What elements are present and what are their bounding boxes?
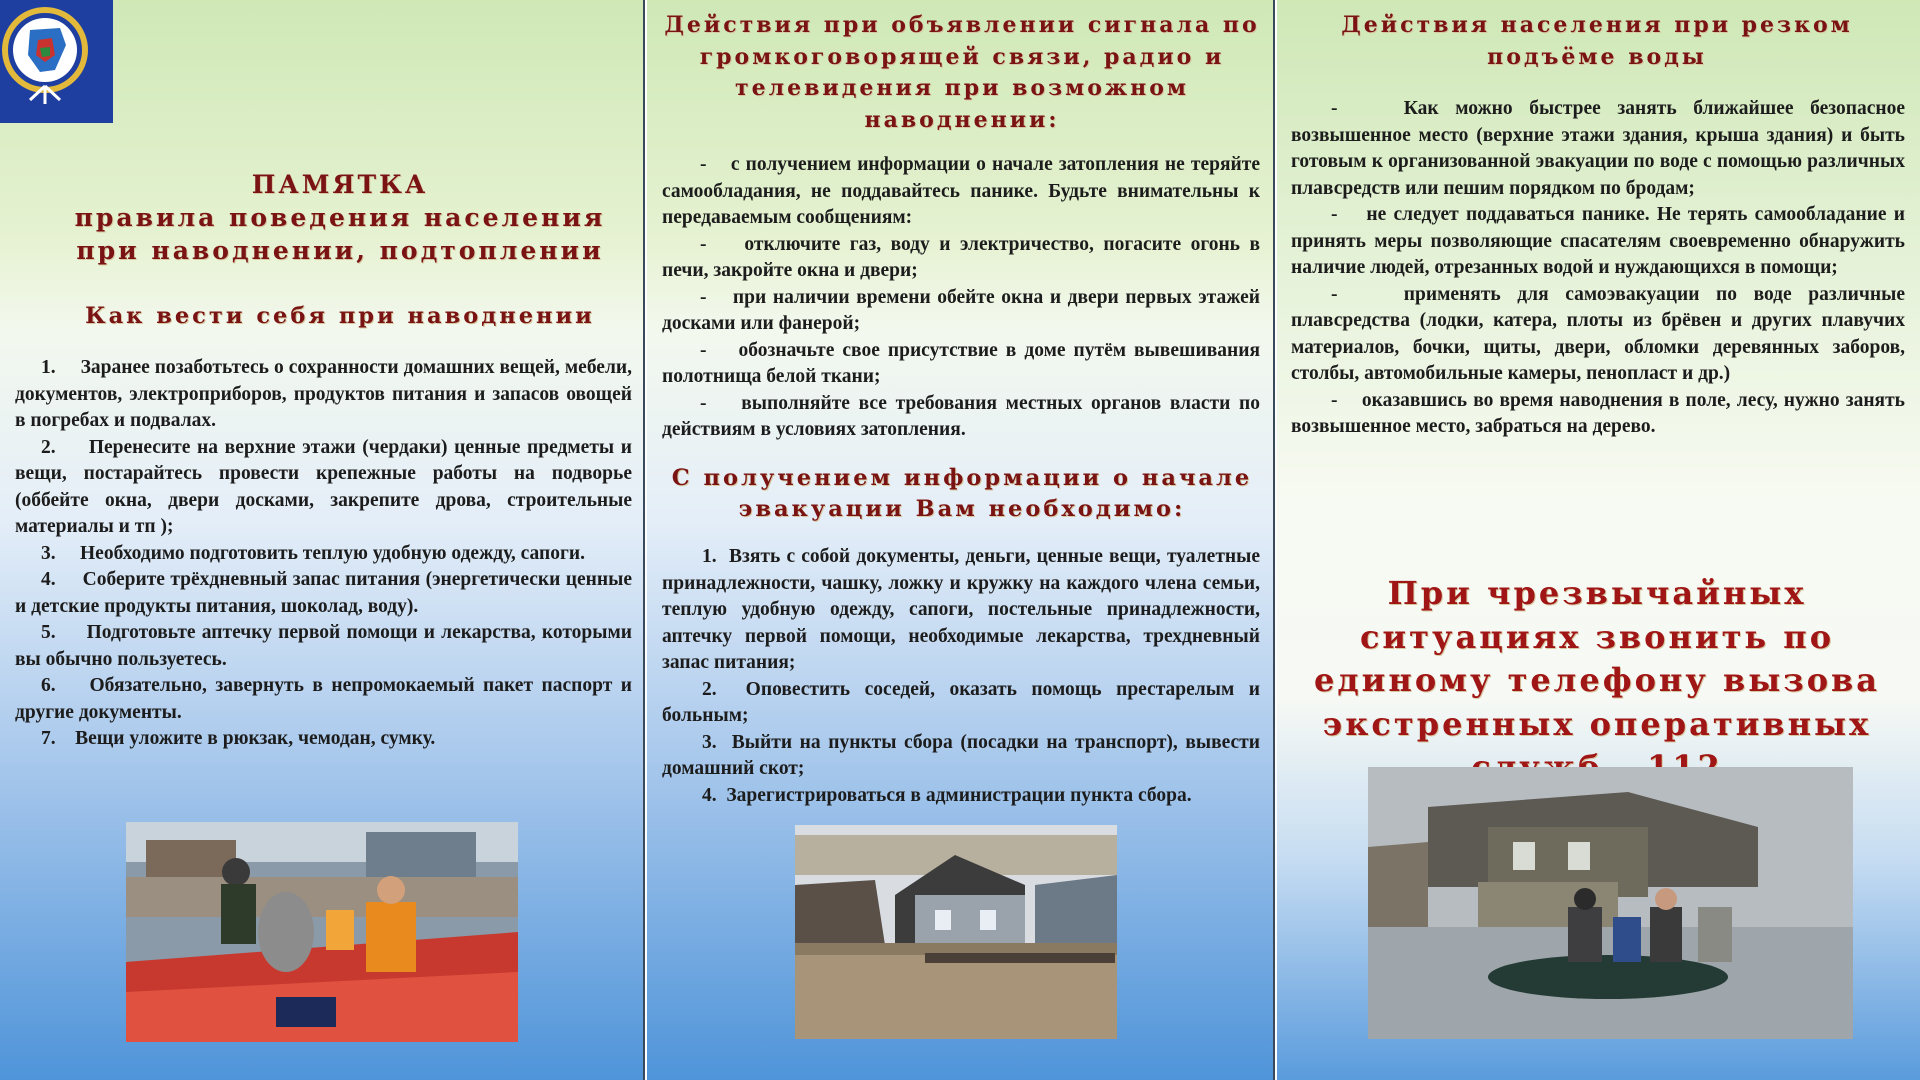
evacuation-list	[662, 544, 1260, 809]
memo-title	[40, 168, 640, 267]
list-item: 3. Необходимо подготовить теплую удобную одежду, сапоги.	[41, 542, 585, 564]
list-item: - не следует поддаваться панике. Не терять самообладание и принять меры позволяющие спасателям своевременно обнаружить наличие людей, отрезанных водой и нуждающихся в помощи;	[1291, 204, 1905, 278]
photo-flooded-houses	[795, 825, 1117, 1039]
signal-actions-list	[662, 152, 1260, 444]
list-item: 4. Соберите трёхдневный запас питания (энергетически ценные и детские продукты питания, шоколад, воду).	[15, 569, 632, 617]
list-item: - Как можно быстрее занять ближайшее безопасное возвышенное место (верхние этажи здания, крыша здания) и быть готовым к организованной эвакуации по воде с помощью различных плавсредств или пешим порядком по бродам;	[1291, 98, 1906, 199]
panel-right	[1277, 0, 1920, 1080]
list-item: 1. Заранее позаботьтесь о сохранности домашних вещей, мебели, документов, электроприборов, продуктов питания и запасов овощей в погребах и подвалах.	[15, 357, 633, 431]
section-title-signal: Действия при объявлении сигнала по громкоговорящей связи, радио и телевидения при возможном наводнении:	[664, 12, 1260, 133]
list-item: - выполняйте все требования местных органов власти по действиям в условиях затопления.	[662, 392, 1261, 440]
list-item: - применять для самоэвакуации по воде различные плавсредства (лодки, катера, плоты из брёвен и других плавучих материалов, бочки, щиты, двери, обломки деревянных заборов, столбы, автомобильные камеры, пенопласт и др.)	[1291, 283, 1905, 384]
list-item: 5. Подготовьте аптечку первой помощи и лекарства, которыми вы обычно пользуетесь.	[15, 622, 632, 670]
panel-middle	[647, 0, 1275, 1080]
list-item: - обозначьте свое присутствие в доме путём вывешивания полотнища белой ткани;	[662, 339, 1260, 387]
list-item: - с получением информации о начале затопления не теряйте самообладания, не поддавайтесь панике. Будьте внимательны к передаваемым сообщениям:	[662, 154, 1260, 228]
photo-boat-evacuation	[1368, 767, 1853, 1039]
list-item: - оказавшись во время наводнения в поле, лесу, нужно занять возвышенное место, забраться на дерево.	[1291, 389, 1905, 437]
memo-title-line1: ПАМЯТКА	[251, 170, 429, 199]
list-item: 3. Выйти на пункты сбора (посадки на транспорт), вывести домашний скот;	[662, 731, 1260, 779]
rising-water-list	[1291, 96, 1905, 441]
list-item: - при наличии времени обейте окна и двери первых этажей досками или фанерой;	[662, 286, 1261, 334]
panel-left	[0, 0, 645, 1080]
list-item: 6. Обязательно, завернуть в непромокаемый пакет паспорт и другие документы.	[15, 675, 632, 723]
emblem-icon	[0, 0, 113, 123]
list-item: 4. Зарегистрироваться в администрации пункта сбора.	[702, 784, 1192, 806]
list-item: 1. Взять с собой документы, деньги, ценные вещи, туалетные принадлежности, чашку, ложку и кружку на каждого члена семьи, теплую удобную одежду, сапоги, постельные принадлежности, аптечку первой помощи, необходимые лекарства, трехдневный запас питания;	[662, 546, 1261, 673]
list-item: - отключите газ, воду и электричество, погасите огонь в печи, закройте окна и двери;	[662, 233, 1261, 281]
section-title-evacuation: С получением информации о начале эвакуации Вам необходимо:	[671, 465, 1253, 522]
memo-title-line2: правила поведения населения при наводнении, подтоплении	[74, 203, 606, 265]
section-title-rising-water: Действия населения при резком подъёме воды	[1341, 12, 1853, 70]
photo-rescue-boat	[126, 822, 518, 1042]
section-title-behavior: Как вести себя при наводнении	[85, 303, 595, 329]
emergency-phone-notice: При чрезвычайных ситуациях звонить по единому телефону вызова экстренных оперативных	[1313, 574, 1880, 743]
emblem-logo	[0, 0, 113, 123]
list-item: 2. Перенесите на верхние этажи (чердаки) ценные предметы и вещи, постарайтесь провести крепежные работы на подворье (оббейте окна, двери досками, закрепите дрова, строительные материалы и тп );	[15, 436, 633, 537]
behavior-list	[15, 355, 632, 753]
list-item: 2. Оповестить соседей, оказать помощь престарелым и больным;	[662, 678, 1261, 726]
list-item: 7. Вещи уложите в рюкзак, чемодан, сумку.	[41, 728, 436, 749]
